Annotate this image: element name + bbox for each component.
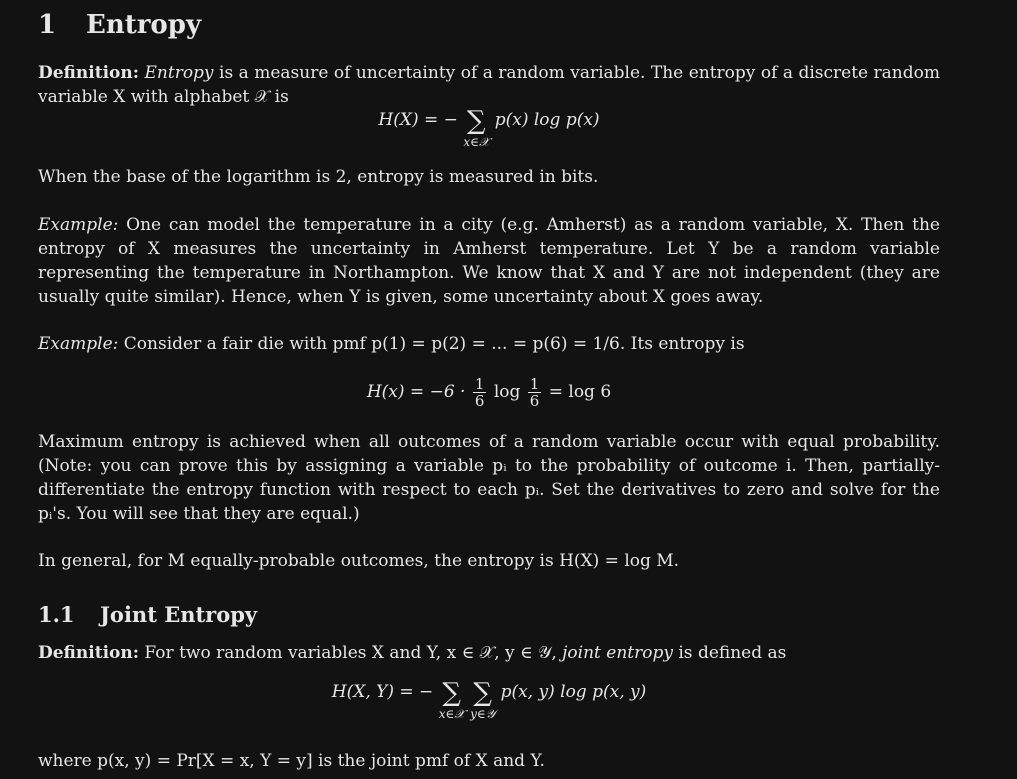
entropy-definition: [38, 61, 940, 109]
definition-text: is a measure of uncertainty of a random variable. The entropy of a discrete random variable X with alphabet 𝒳 is: [38, 63, 940, 107]
subsection-heading: [38, 601, 257, 629]
definition-term: joint entropy: [562, 643, 673, 663]
joint-entropy-definition: [38, 641, 940, 665]
bits-note: When the base of the logarithm is 2, entropy is measured in bits.: [38, 167, 599, 187]
equation-lhs: H(x) = −6 ·: [366, 382, 466, 402]
equation-rhs: = log 6: [548, 382, 612, 402]
entropy-equation: [38, 108, 940, 148]
max-entropy-paragraph: Maximum entropy is achieved when all outcomes of a random variable occur with equal probability. (Note: you can prove this by assigning a variable pᵢ to the probability of outcome i. Then, partially-differentiate the entropy function with respect to each pᵢ. Set the derivatives to zero and solve for the pᵢ's. You will see that they are equal.): [38, 432, 940, 524]
definition-label: Definition:: [38, 643, 140, 663]
equation-rhs: p(x) log p(x): [494, 110, 600, 130]
equation-rhs: p(x, y) log p(x, y): [500, 682, 647, 702]
example-label: Example:: [38, 334, 119, 354]
example-die: [38, 332, 940, 356]
summation-subscript: x∈𝒳: [438, 707, 465, 721]
equation-lhs: H(X) = −: [378, 110, 458, 130]
sigma-symbol: ∑: [473, 678, 492, 708]
joint-entropy-equation: [38, 680, 940, 720]
example-temperature: [38, 213, 940, 309]
definition-term: Entropy: [144, 63, 214, 83]
summation-operator: [463, 108, 489, 148]
example-label: Example:: [38, 215, 119, 235]
fraction-numerator: 1: [474, 375, 485, 393]
joint-pmf-note: where p(x, y) = Pr[X = x, Y = y] is the joint pmf of X and Y.: [38, 751, 545, 771]
definition-label: Definition:: [38, 63, 140, 83]
summation-subscript: x∈𝒳: [463, 135, 490, 149]
fraction-numerator: 1: [529, 375, 540, 393]
fraction-denominator: 6: [529, 392, 540, 410]
subsection-number: 1.1: [38, 602, 75, 627]
summation-subscript: y∈𝒴: [470, 707, 496, 721]
definition-text: For two random variables X and Y, x ∈ 𝒳, y ∈ 𝒴,: [139, 643, 563, 663]
section-title: Entropy: [86, 10, 202, 40]
summation-operator: [470, 680, 495, 720]
section-heading: [38, 8, 201, 42]
fraction-one-sixth: [473, 376, 487, 409]
example-text: One can model the temperature in a city (e.g. Amherst) as a random variable, X. Then the entropy of X measures the uncertainty in Amherst temperature. Let Y be a random variable representing the temperature in Northampton. We know that X and Y are not independent (they are usually quite similar). Hence, when Y is given, some uncertainty about X goes away.: [38, 215, 940, 307]
section-number: 1: [38, 10, 57, 40]
example-text: Consider a fair die with pmf p(1) = p(2) = ... = p(6) = 1/6. Its entropy is: [118, 334, 745, 354]
subsection-title: Joint Entropy: [100, 602, 258, 627]
general-entropy-paragraph: In general, for M equally-probable outcomes, the entropy is H(X) = log M.: [38, 551, 680, 571]
fraction-denominator: 6: [474, 392, 485, 410]
sigma-symbol: ∑: [442, 678, 461, 708]
log-operator: log: [493, 382, 521, 402]
equation-lhs: H(X, Y) = −: [331, 682, 434, 702]
summation-operator: [439, 680, 465, 720]
fraction-one-sixth: [528, 376, 542, 409]
definition-text-end: is defined as: [672, 643, 787, 663]
die-entropy-equation: [38, 376, 940, 409]
sigma-symbol: ∑: [467, 106, 486, 136]
